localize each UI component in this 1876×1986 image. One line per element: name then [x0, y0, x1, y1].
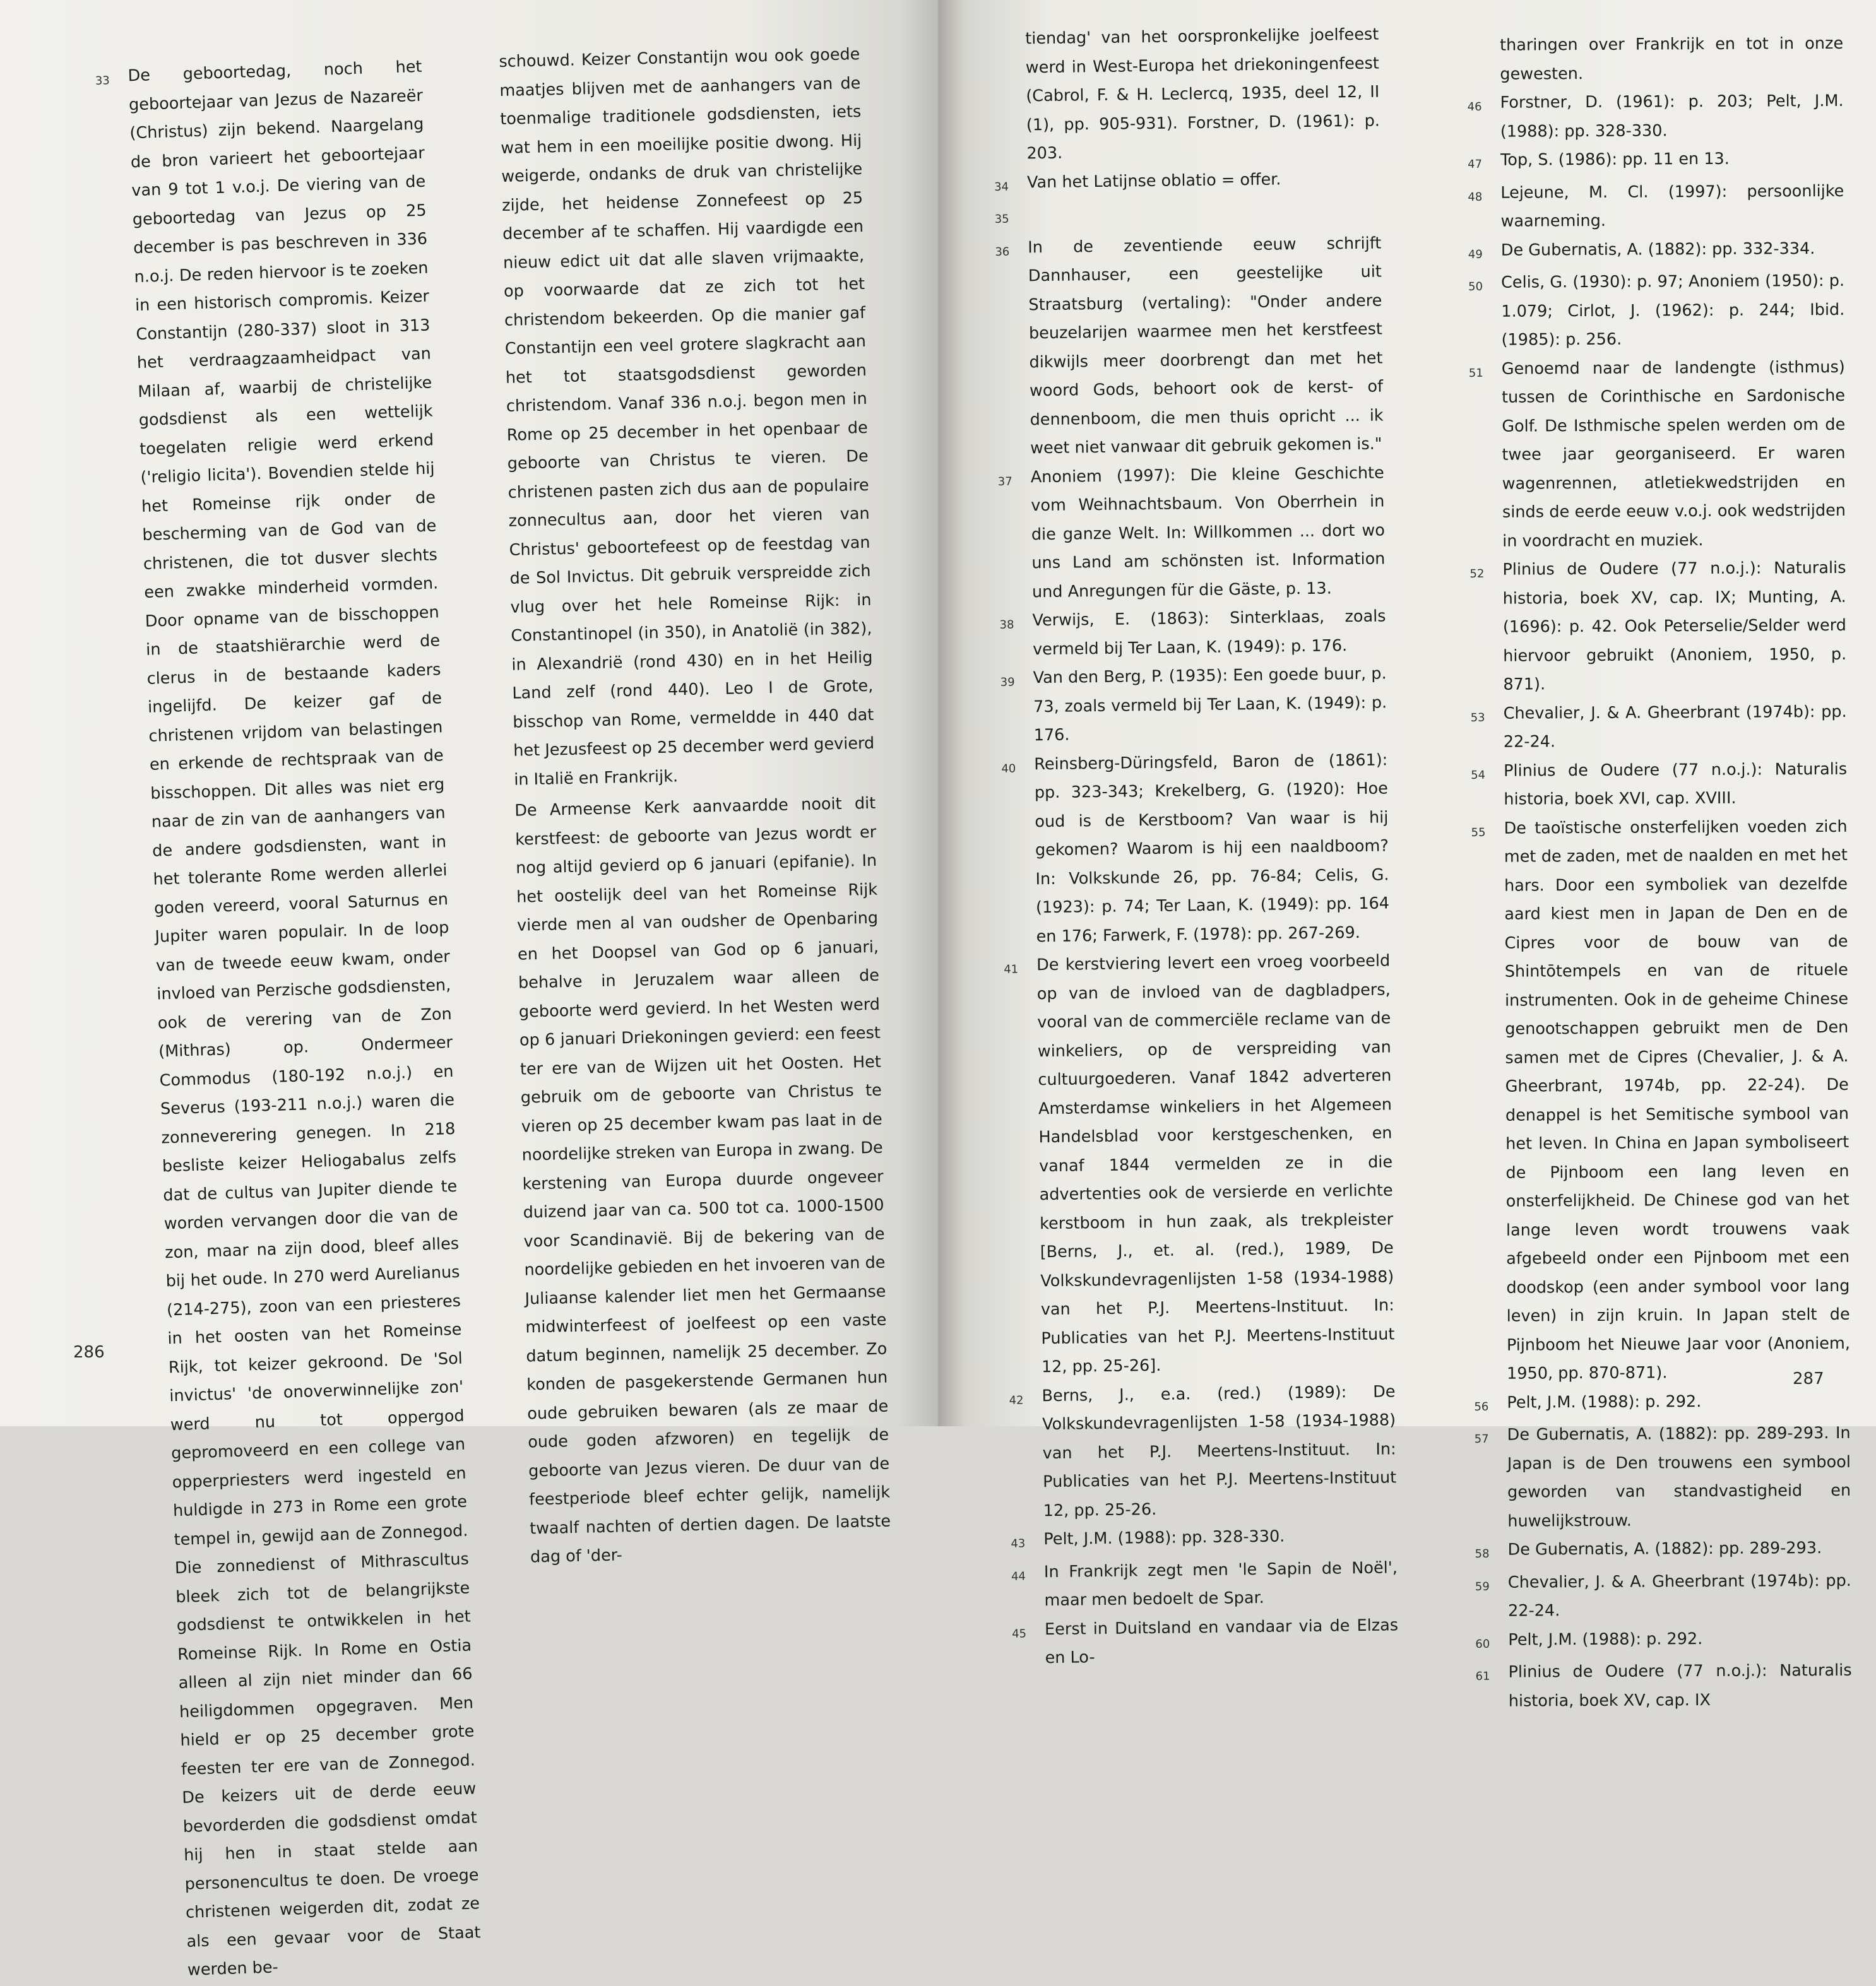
- right-page: [938, 0, 1876, 1711]
- footnote-text: De taoïstische onsterfelijken voeden zich met de zaden, met de naalden en met het hars. Door een symboliek van dezelfde aard kiest men in Japan de Den en de Cipres voor de bouw van de Shintōtempels en van de rituele instrumenten. Ook in de geheime Chinese genootschappen gebruikt men de Den samen met de Cipres (Chevalier, J. & A. Gheerbrant, 1974b, pp. 22-24). De denappel is het Semitische symbool van het leven. In China en Japan symboliseert de Pijnboom een lang leven en onsterfelijkheid. De Chinese god van het lange leven wordt trouwens vaak afgebeeld onder een Pijnboom met een doodskop (een ander symbool voor lang leven) in zijn kruin. In Japan stelt de Pijnboom het Nieuwe Jaar voor (Anoniem, 1950, pp. 870-871).: [1504, 817, 1850, 1383]
- footnote-text: Van den Berg, P. (1935): Een goede buur, p. 73, zoals vermeld bij Ter Laan, K. (1949): p. 176.: [1033, 664, 1387, 745]
- footnote-continuation: [992, 21, 1380, 169]
- footnote-text: Berns, J., e.a. (red.) (1989): De Volkskundevragenlijsten 1-58 (1934-1988) van het P.J. Meertens-Instituut. In: Publicaties van het P.J. Meertens-Instituut 12, pp. 25-26.: [1042, 1381, 1397, 1520]
- footnote-52: [1469, 554, 1846, 700]
- footnote-47: [1468, 145, 1844, 179]
- footnote-number: 38: [999, 618, 1014, 632]
- footnote-35: [994, 197, 1381, 234]
- footnote-40: [1001, 746, 1390, 952]
- footnote-number: 58: [1475, 1547, 1490, 1561]
- footnote-list: [994, 164, 1399, 1673]
- footnote-number: 43: [1011, 1537, 1026, 1551]
- footnote-number: 33: [95, 74, 110, 88]
- footnote-59: [1475, 1566, 1851, 1626]
- footnote-text: tiendag' van het oorspronkelijke joelfeest werd in West-Europa het driekoningenfeest (Cabrol, F. & H. Leclercq, 1935, deel 12, II (1), pp. 905-931). Forstner, D. (1961): p. 203.: [1025, 25, 1380, 163]
- footnote-58: [1475, 1534, 1851, 1569]
- footnote-number: 57: [1474, 1432, 1489, 1446]
- footnote-text: tharingen over Frankrijk en tot in onze gewesten.: [1500, 33, 1844, 84]
- footnote-34: [994, 164, 1381, 201]
- footnote-33: [95, 53, 482, 1986]
- footnote-number: 34: [994, 180, 1009, 194]
- footnote-text: Plinius de Oudere (77 n.o.j.): Naturalis historia, boek XV, cap. IX; Munting, A. (1696): p. 42. Ook Peterselie/Selder werd hiervoor gebruikt (Anoniem, 1950, p. 871).: [1502, 558, 1847, 694]
- footnote-number: 59: [1475, 1580, 1490, 1593]
- footnote-text: Genoemd naar de landengte (isthmus) tussen de Corinthische en Sardonische Golf. De Isthmische spelen werden om de twee jaar georganiseerd. Er waren wagenrennen, atletiekwedstrijden en sinds de eerde eeuw v.o.j. ook wedstrijden in voordracht en muziek.: [1501, 357, 1846, 551]
- footnote-57: [1475, 1419, 1851, 1536]
- footnote-44: [1011, 1554, 1398, 1616]
- right-column-1: [992, 21, 1399, 1674]
- footnote-text: Chevalier, J. & A. Gheerbrant (1974b): pp. 22-24.: [1507, 1571, 1851, 1621]
- left-page: [0, 0, 938, 1980]
- left-column-2: [499, 40, 891, 1572]
- footnote-45: [1012, 1611, 1399, 1673]
- footnote-43: [1011, 1521, 1398, 1558]
- footnote-text: De Gubernatis, A. (1882): pp. 332-334.: [1500, 239, 1815, 260]
- footnote-41: [1004, 947, 1395, 1382]
- footnote-text: Anoniem (1997): Die kleine Geschichte vom Weihnachtsbaum. Von Oberrhein in die ganze Welt. In: Willkommen ... dort wo uns Land am schönsten ist. Information und Anregungen für die Gäste, p. 13.: [1030, 463, 1386, 601]
- footnote-text: Van het Latijnse oblatio = offer.: [1026, 169, 1281, 192]
- footnote-number: 35: [994, 212, 1009, 226]
- footnote-text: Verwijs, E. (1863): Sinterklaas, zoals vermeld bij Ter Laan, K. (1949): p. 176.: [1032, 606, 1386, 659]
- footnote-number: 52: [1469, 567, 1485, 581]
- footnote-number: 61: [1475, 1669, 1490, 1683]
- footnote-text: De Gubernatis, A. (1882): pp. 289-293.: [1507, 1539, 1822, 1559]
- footnote-61: [1475, 1657, 1851, 1716]
- footnote-number: 45: [1012, 1627, 1027, 1641]
- footnote-text: Top, S. (1986): pp. 11 en 13.: [1500, 149, 1730, 170]
- footnote-number: 56: [1474, 1400, 1489, 1414]
- footnote-51: [1469, 353, 1846, 556]
- footnote-text: Plinius de Oudere (77 n.o.j.): Naturalis historia, boek XVI, cap. XVIII.: [1504, 759, 1848, 809]
- footnote-number: 44: [1011, 1569, 1026, 1583]
- footnote-text: In Frankrijk zegt men 'le Sapin de Noël', maar men bedoelt de Spar.: [1043, 1557, 1398, 1611]
- footnote-number: 55: [1471, 825, 1486, 839]
- footnote-text: Reinsberg-Düringsfeld, Baron de (1861): pp. 323-343; Krekelberg, G. (1920): Hoe oud is de Kerstboom? Van waar is hij gekomen? Waarom is hij een naaldboom? In: Volkskunde 26, pp. 76-84; Celis, G. (1923): p. 74; Ter Laan, K. (1949): pp. 164 en 176; Farwerk, F. (1978): pp. 267-269.: [1034, 750, 1390, 946]
- footnote-38: [999, 602, 1386, 664]
- footnote-number: 46: [1467, 100, 1482, 114]
- footnote-49: [1468, 234, 1844, 269]
- footnote-37: [997, 459, 1386, 607]
- page-number-left: 286: [73, 1343, 105, 1362]
- footnote-text: De kerstviering levert een vroeg voorbeeld op van de invloed van de dagbladpers, vooral van de commerciële reclame van de winkeliers, op de verspreiding van cultuurgoederen. Vanaf 1842 adverteren Amsterdamse winkeliers in het Algemeen Handelsblad voor kerstgeschenken, en vanaf 1844 vermelden ze in die advertenties ook de versierde en verlichte kerstboom in hun zaak, als trekpleister [Berns, J., et. al. (red.), 1989, De Volkskundevragenlijsten 1-58 (1934-1988) van het P.J. Meertens-Instituut. In: Publicaties van het P.J. Meertens-Instituut 12, pp. 25-26].: [1036, 951, 1395, 1377]
- footnote-60: [1475, 1624, 1851, 1658]
- footnote-number: 49: [1468, 247, 1483, 261]
- footnote-54: [1471, 755, 1847, 814]
- footnote-continuation: [1467, 30, 1843, 89]
- footnote-text: De Gubernatis, A. (1882): pp. 289-293. In Japan is de Den trouwens een symbool geworden van standvastigheid en huwelijkstrouw.: [1507, 1423, 1851, 1531]
- footnote-46: [1467, 87, 1843, 146]
- footnote-number: 53: [1470, 711, 1485, 724]
- page-number-right: 287: [1793, 1369, 1824, 1388]
- footnote-number: 60: [1475, 1637, 1490, 1651]
- footnote-number: 36: [995, 245, 1010, 259]
- footnote-number: 48: [1468, 190, 1483, 204]
- footnote-text: Pelt, J.M. (1988): p. 292.: [1507, 1392, 1702, 1412]
- body-paragraph: De Armeense Kerk aanvaardde nooit dit kerstfeest: de geboorte van Jezus wordt er nog altijd gevierd op 6 januari (epifanie). In het oostelijk deel van het Romeinse Rijk vierde men al van oudsher de Openbaring en het Doopsel van God op 6 januari, behalve in Jeruzalem waar alleen de geboorte werd gevierd. In het Westen werd op 6 januari Driekoningen gevierd: een feest ter ere van de Wijzen uit het Oosten. Het gebruik om de geboorte van Christus te vieren op 25 december kwam pas laat in de noordelijke streken van Europa in zwang. De kerstening van Europa duurde ongeveer duizend jaar van ca. 500 tot ca. 1000-1500 voor Scandinavië. Bij de bekering van de noordelijke gebieden en het invoeren van de Juliaanse kalender liet men het Germaanse midwinterfeest of joelfeest op een vaste datum beginnen, namelijk 25 december. Zo konden de pasgekerstende Germanen hun oude gebruiken bewaren (als ze maar de oude goden afzworen) en tegelijk de geboorte van Jezus vieren. De duur van de feestperiode bleef echter gelijk, namelijk twaalf nachten of dertien dagen. De laatste dag of 'der-: [514, 793, 891, 1567]
- footnote-text: Celis, G. (1930): p. 97; Anoniem (1950): p. 1.079; Cirlot, J. (1962): p. 244; Ibid. (1985): p. 256.: [1501, 271, 1845, 350]
- footnote-number: 39: [1000, 675, 1015, 689]
- footnote-text: Pelt, J.M. (1988): pp. 328-330.: [1043, 1527, 1285, 1549]
- footnote-text: Chevalier, J. & A. Gheerbrant (1974b): pp. 22-24.: [1503, 702, 1847, 752]
- footnote-39: [1000, 659, 1387, 750]
- footnote-number: 37: [997, 475, 1012, 488]
- footnote-text: Lejeune, M. Cl. (1997): persoonlijke waarneming.: [1500, 181, 1844, 231]
- footnote-number: 50: [1468, 280, 1483, 293]
- footnote-text: Pelt, J.M. (1988): p. 292.: [1508, 1629, 1703, 1650]
- footnote-50: [1468, 267, 1845, 355]
- footnote-text: Plinius de Oudere (77 n.o.j.): Naturalis historia, boek XV, cap. IX: [1508, 1660, 1852, 1711]
- footnote-number: 51: [1468, 366, 1483, 380]
- footnote-56: [1474, 1386, 1850, 1421]
- footnote-list: [1467, 87, 1851, 1716]
- footnote-number: 42: [1009, 1393, 1024, 1407]
- right-column-2: [1467, 30, 1852, 1716]
- footnote-text: In de zeventiende eeuw schrijft Dannhauser, een geestelijke uit Straatsburg (vertaling): "Onder andere beuzelarijen waarmee men het kerstfeest dikwijls meer doorbrengt dan met het woord Gods, behoort ook de kerst- of dennenboom, die men thuis opricht ... ik weet niet vanwaar dit gebruik gekomen is.": [1028, 233, 1384, 458]
- footnote-number: 41: [1004, 962, 1019, 976]
- footnote-number: 40: [1001, 762, 1016, 776]
- footnote-text: Forstner, D. (1961): p. 203; Pelt, J.M. (1988): pp. 328-330.: [1500, 91, 1844, 141]
- footnote-48: [1468, 177, 1844, 236]
- footnote-text: [1027, 197, 1381, 233]
- footnote-53: [1471, 697, 1847, 757]
- footnote-36: [995, 229, 1384, 463]
- footnote-42: [1009, 1378, 1397, 1526]
- footnote-number: 54: [1471, 768, 1486, 782]
- footnote-55: [1471, 812, 1850, 1388]
- left-column-1: [95, 53, 482, 1986]
- footnote-text: De geboortedag, noch het geboortejaar van Jezus de Nazareër (Christus) zijn bekend. Naargelang de bron varieert het geboortejaar van 9 tot 1 v.o.j. De viering van de geboortedag van Jezus op 25 december is pas beschreven in 336 n.o.j. De reden hiervoor is te zoeken in een historisch compromis. Keizer Constantijn (280-337) sloot in 313 het verdraagzaamheidpact van Milaan af, waarbij de christelijke godsdienst als een wettelijk toegelaten religie werd erkend ('religio licita'). Bovendien stelde hij het Romeinse rijk onder de bescherming van de God van de christenen, die tot dusver slechts een zwakke minderheid vormden. Door opname van de bisschoppen in de staatshiërarchie werd de clerus in de bestaande kaders ingelijfd. De keizer gaf de christenen vrijdom van belastingen en erkende de rechtspraak van de bisschoppen. Dit alles was niet erg naar de zin van de aanhangers van de andere godsdiensten, want in het tolerante Rome werden allerlei goden vereerd, vooral Saturnus en Jupiter waren populair. In de loop van de tweede eeuw kwam, onder invloed van Perzische godsdiensten, ook de verering van de Zon (Mithras) op. Ondermeer Commodus (180-192 n.o.j.) en Severus (193-211 n.o.j.) waren die zonneverering genegen. In 218 besliste keizer Heliogabalus zelfs dat de cultus van Jupiter diende te worden vervangen door die van de zon, maar na zijn dood, bleef alles bij het oude. In 270 werd Aurelianus (214-275), zoon van een priesteres in het oosten van het Romeinse Rijk, tot keizer gekroond. De 'Sol invictus' 'de onoverwinnelijke zon' werd nu tot oppergod gepromoveerd en een college van opperpriesters werd ingesteld en huldigde in 273 in Rome een grote tempel in, gewijd aan de Zonnegod. Die zonnedienst of Mithrascultus bleek zich tot de belangrijkste godsdienst te ontwikkelen in het Romeinse Rijk. In Rome en Ostia alleen al zijn niet minder dan 66 heiligdommen opgegraven. Men hield er op 25 december grote feesten ter ere van de Zonnegod. De keizers uit de derde eeuw bevorderden die godsdienst omdat hij hen in staat stelde aan personencultus te doen. De vroege christenen weigerden dit, zodat ze als een gevaar voor de Staat werden be-: [128, 57, 481, 1980]
- footnote-number: 47: [1468, 157, 1483, 171]
- body-paragraph: schouwd. Keizer Constantijn wou ook goede maatjes blijven met de aanhangers van de toenmalige traditionele godsdiensten, iets wat hem in een moeilijke positie dwong. Hij weigerde, ondanks de druk van christelijke zijde, het heidense Zonnefeest op 25 december af te schaffen. Hij vaardigde een nieuw edict uit dat alle slaven vrijmaakte, op voorwaarde dat ze zich tot het christendom bekeerden. Op die manier gaf Constantijn een veel grotere slagkracht aan het tot staatsgodsdienst geworden christendom. Vanaf 336 n.o.j. begon men in Rome op 25 december in het openbaar de geboorte van Christus te vieren. De christenen pasten zich dus aan de populaire zonnecultus aan, door het vieren van Christus' geboortefeest op de feestdag van de Sol Invictus. Dit gebruik verspreidde zich vlug over het hele Romeinse Rijk: in Constantinopel (in 350), in Anatolië (in 382), in Alexandrië (rond 430) en in het Heilig Land zelf (rond 440). Leo I de Grote, bisschop van Rome, vermeldde in 440 dat het Jezusfeest op 25 december werd gevierd in Italië en Frankrijk.: [499, 45, 875, 789]
- footnote-text: Eerst in Duitsland en vandaar via de Elzas en Lo-: [1044, 1615, 1399, 1668]
